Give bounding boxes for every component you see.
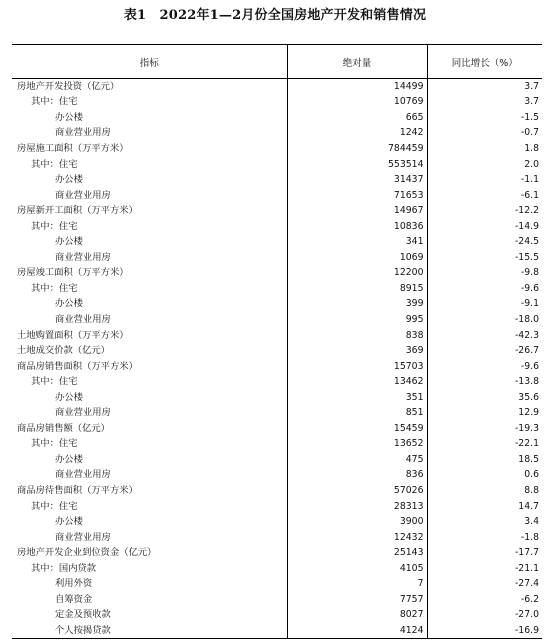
indicator-cell: [12, 483, 287, 499]
absolute-value-cell: 995: [287, 312, 427, 328]
indicator-cell: [12, 203, 287, 219]
table-title: 表1 2022年1—2月份全国房地产开发和销售情况: [123, 8, 427, 23]
table-row: [12, 141, 542, 157]
table-row: [12, 79, 542, 95]
growth-value-cell: 8.8: [427, 483, 542, 499]
row-label: 办公楼: [55, 516, 83, 528]
table-row: [12, 218, 542, 234]
growth-value-cell: -9.6: [427, 281, 542, 297]
absolute-value-cell: 553514: [287, 156, 427, 172]
growth-value-cell: -12.2: [427, 203, 542, 219]
growth-value-cell: -42.3: [427, 327, 542, 343]
indicator-cell: [12, 421, 287, 437]
growth-value-cell: -26.7: [427, 343, 542, 359]
table-row: [12, 545, 542, 561]
indicator-cell: [12, 498, 287, 514]
table-row: [12, 498, 542, 514]
table-row: [12, 343, 542, 359]
absolute-value-cell: 351: [287, 389, 427, 405]
table-row: [12, 389, 542, 405]
growth-value-cell: -19.3: [427, 421, 542, 437]
row-label: 土地成交价款（亿元）: [17, 345, 110, 357]
indicator-cell: [12, 514, 287, 530]
indicator-cell: [12, 576, 287, 592]
header-indicator: 指标: [12, 45, 287, 79]
growth-value-cell: -13.8: [427, 374, 542, 390]
row-label: 房屋新开工面积（万平方米）: [17, 205, 138, 217]
indicator-cell: [12, 436, 287, 452]
indicator-cell: [12, 374, 287, 390]
table-row: [12, 467, 542, 483]
indicator-cell: [12, 234, 287, 250]
table-row: [12, 374, 542, 390]
header-absolute: 绝对量: [287, 45, 427, 79]
growth-value-cell: 14.7: [427, 498, 542, 514]
growth-value-cell: 3.7: [427, 79, 542, 95]
table-row: [12, 265, 542, 281]
absolute-value-cell: 28313: [287, 498, 427, 514]
indicator-cell: [12, 141, 287, 157]
indicator-cell: [12, 560, 287, 576]
row-label: 其中：住宅: [31, 438, 78, 450]
row-label: 其中：住宅: [31, 500, 78, 512]
indicator-cell: [12, 250, 287, 266]
growth-value-cell: 3.7: [427, 94, 542, 110]
table-row: [12, 327, 542, 343]
row-label: 定金及预收款: [55, 609, 111, 621]
table-row: [12, 405, 542, 421]
growth-value-cell: -17.7: [427, 545, 542, 561]
absolute-value-cell: 13652: [287, 436, 427, 452]
absolute-value-cell: 4124: [287, 623, 427, 639]
absolute-value-cell: 665: [287, 110, 427, 126]
indicator-cell: [12, 125, 287, 141]
table-row: [12, 110, 542, 126]
row-label: 商业营业用房: [55, 127, 111, 139]
absolute-value-cell: 784459: [287, 141, 427, 157]
table-row: [12, 421, 542, 437]
row-label: 商品房待售面积（万平方米）: [17, 484, 138, 496]
absolute-value-cell: 369: [287, 343, 427, 359]
growth-value-cell: -1.5: [427, 110, 542, 126]
absolute-value-cell: 31437: [287, 172, 427, 188]
table-row: [12, 592, 542, 608]
row-label: 其中：住宅: [31, 376, 78, 388]
table-row: [12, 94, 542, 110]
growth-value-cell: 2.0: [427, 156, 542, 172]
growth-value-cell: 12.9: [427, 405, 542, 421]
growth-value-cell: -27.0: [427, 607, 542, 623]
growth-value-cell: -0.7: [427, 125, 542, 141]
absolute-value-cell: 10769: [287, 94, 427, 110]
absolute-value-cell: 7: [287, 576, 427, 592]
indicator-cell: [12, 545, 287, 561]
row-label: 商业营业用房: [55, 407, 111, 419]
row-label: 办公楼: [55, 453, 83, 465]
table-row: [12, 607, 542, 623]
indicator-cell: [12, 265, 287, 281]
table-row: [12, 514, 542, 530]
absolute-value-cell: 4105: [287, 560, 427, 576]
row-label: 其中：住宅: [31, 282, 78, 294]
table-row: [12, 436, 542, 452]
table-row: [12, 281, 542, 297]
indicator-cell: [12, 529, 287, 545]
growth-value-cell: 1.8: [427, 141, 542, 157]
indicator-cell: [12, 281, 287, 297]
indicator-cell: [12, 592, 287, 608]
table-row: [12, 312, 542, 328]
indicator-cell: [12, 467, 287, 483]
indicator-cell: [12, 312, 287, 328]
growth-value-cell: -6.2: [427, 592, 542, 608]
row-label: 商品房销售额（亿元）: [17, 422, 110, 434]
row-label: 办公楼: [55, 236, 83, 248]
growth-value-cell: -18.0: [427, 312, 542, 328]
growth-value-cell: 18.5: [427, 452, 542, 468]
indicator-cell: [12, 296, 287, 312]
absolute-value-cell: 15703: [287, 358, 427, 374]
header-row: [12, 45, 542, 79]
row-label: 房屋施工面积（万平方米）: [17, 142, 129, 154]
growth-value-cell: -21.1: [427, 560, 542, 576]
table-row: [12, 623, 542, 639]
indicator-cell: [12, 156, 287, 172]
table-row: [12, 296, 542, 312]
indicator-cell: [12, 79, 287, 95]
indicator-cell: [12, 172, 287, 188]
indicator-cell: [12, 389, 287, 405]
row-label: 房屋竣工面积（万平方米）: [17, 267, 129, 279]
indicator-cell: [12, 327, 287, 343]
growth-value-cell: 3.4: [427, 514, 542, 530]
row-label: 其中：住宅: [31, 96, 78, 108]
absolute-value-cell: 475: [287, 452, 427, 468]
table-row: [12, 358, 542, 374]
absolute-value-cell: 1069: [287, 250, 427, 266]
growth-value-cell: -9.1: [427, 296, 542, 312]
table-row: [12, 483, 542, 499]
row-label: 房地产开发企业到位资金（亿元）: [17, 547, 157, 559]
table-row: [12, 250, 542, 266]
absolute-value-cell: 12432: [287, 529, 427, 545]
table-row: [12, 156, 542, 172]
row-label: 其中：住宅: [31, 220, 78, 232]
indicator-cell: [12, 607, 287, 623]
row-label: 其中：国内贷款: [31, 562, 97, 574]
table-row: [12, 529, 542, 545]
growth-value-cell: -27.4: [427, 576, 542, 592]
absolute-value-cell: 8027: [287, 607, 427, 623]
row-label: 办公楼: [55, 298, 83, 310]
row-label: 办公楼: [55, 174, 83, 186]
row-label: 个人按揭贷款: [55, 624, 111, 636]
absolute-value-cell: 836: [287, 467, 427, 483]
growth-value-cell: 0.6: [427, 467, 542, 483]
growth-value-cell: 35.6: [427, 389, 542, 405]
table-row: [12, 203, 542, 219]
table-row: [12, 452, 542, 468]
growth-value-cell: -24.5: [427, 234, 542, 250]
data-table: [12, 44, 542, 639]
absolute-value-cell: 12200: [287, 265, 427, 281]
growth-value-cell: -9.8: [427, 265, 542, 281]
growth-value-cell: -22.1: [427, 436, 542, 452]
row-label: 商业营业用房: [55, 531, 111, 543]
row-label: 房地产开发投资（亿元）: [17, 81, 120, 93]
row-label: 商业营业用房: [55, 313, 111, 325]
header-growth: 同比增长（%）: [427, 45, 542, 79]
indicator-cell: [12, 358, 287, 374]
indicator-cell: [12, 218, 287, 234]
absolute-value-cell: 1242: [287, 125, 427, 141]
row-label: 其中：住宅: [31, 158, 78, 170]
absolute-value-cell: 57026: [287, 483, 427, 499]
row-label: 自筹资金: [55, 593, 93, 605]
table-row: [12, 234, 542, 250]
row-label: 办公楼: [55, 111, 83, 123]
absolute-value-cell: 14967: [287, 203, 427, 219]
indicator-cell: [12, 187, 287, 203]
absolute-value-cell: 10836: [287, 218, 427, 234]
absolute-value-cell: 13462: [287, 374, 427, 390]
row-label: 商业营业用房: [55, 251, 111, 263]
absolute-value-cell: 3900: [287, 514, 427, 530]
indicator-cell: [12, 452, 287, 468]
table-body: [12, 79, 542, 639]
table-row: [12, 172, 542, 188]
indicator-cell: [12, 343, 287, 359]
table-row: [12, 125, 542, 141]
growth-value-cell: -6.1: [427, 187, 542, 203]
growth-value-cell: -9.6: [427, 358, 542, 374]
growth-value-cell: -16.9: [427, 623, 542, 639]
row-label: 商品房销售面积（万平方米）: [17, 360, 138, 372]
absolute-value-cell: 399: [287, 296, 427, 312]
growth-value-cell: -14.9: [427, 218, 542, 234]
table-row: [12, 576, 542, 592]
indicator-cell: [12, 405, 287, 421]
row-label: 利用外资: [55, 578, 93, 590]
row-label: 办公楼: [55, 391, 83, 403]
absolute-value-cell: 71653: [287, 187, 427, 203]
indicator-cell: [12, 110, 287, 126]
table-row: [12, 187, 542, 203]
table-header: [12, 45, 542, 79]
absolute-value-cell: 7757: [287, 592, 427, 608]
growth-value-cell: -1.1: [427, 172, 542, 188]
row-label: 商业营业用房: [55, 469, 111, 481]
table-row: [12, 560, 542, 576]
absolute-value-cell: 341: [287, 234, 427, 250]
row-label: 商业营业用房: [55, 189, 111, 201]
indicator-cell: [12, 94, 287, 110]
absolute-value-cell: 838: [287, 327, 427, 343]
absolute-value-cell: 8915: [287, 281, 427, 297]
indicator-cell: [12, 623, 287, 639]
absolute-value-cell: 851: [287, 405, 427, 421]
growth-value-cell: -15.5: [427, 250, 542, 266]
row-label: 土地购置面积（万平方米）: [17, 329, 129, 341]
absolute-value-cell: 15459: [287, 421, 427, 437]
absolute-value-cell: 14499: [287, 79, 427, 95]
growth-value-cell: -1.8: [427, 529, 542, 545]
absolute-value-cell: 25143: [287, 545, 427, 561]
